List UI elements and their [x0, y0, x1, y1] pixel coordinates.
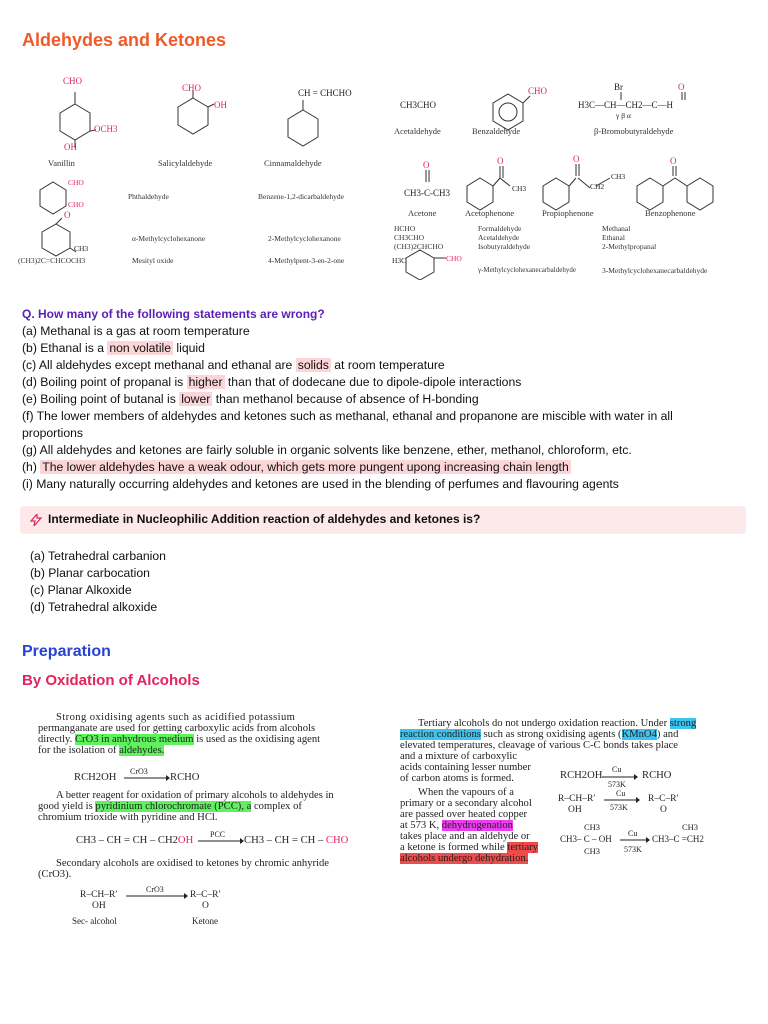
rx3-arrow-icon [620, 837, 650, 843]
left-line-5: A better reagent for oxidation of primary alcohols to aldehydes in [56, 790, 334, 801]
right-line-10 [400, 820, 513, 831]
rx3-ch3-bottom: CH3 [584, 846, 601, 856]
highlight-strong: strong [669, 718, 697, 729]
left-line-3 [38, 734, 320, 745]
right-line-11: takes place and an aldehyde or [400, 831, 530, 842]
rxn2-product: CH3 – CH = CH – CHO [244, 835, 349, 846]
phthal-cho-1: CHO [68, 178, 84, 187]
rx2-temp: 573K [610, 803, 628, 812]
highlight-solids: solids [297, 358, 329, 372]
right-line-9: are passed over heated copper [400, 809, 528, 820]
left-line-6-text: good yield is [38, 801, 96, 812]
formula-ch3cho: CH3CHO [394, 233, 425, 242]
salicyl-cho: CHO [182, 83, 202, 93]
right-line-2-end: ) and [656, 729, 679, 740]
statement-b [22, 340, 673, 357]
methylcyclohexanone-ring [42, 224, 70, 256]
left-line-2: permanganate are used for getting carboxylic acids from alcohols [38, 723, 316, 734]
right-line-8: primary or a secondary alcohol [400, 798, 532, 809]
right-line-7: When the vapours of a [418, 787, 514, 798]
right-line-2 [400, 729, 678, 740]
left-line-8: Secondary alcohols are oxidised to ketones by chromic anhyride [56, 858, 330, 869]
highlight-aldehydes: aldehydes. [119, 745, 165, 756]
statement-e [22, 391, 673, 408]
right-line-13 [400, 853, 528, 864]
rxn2-reactant: CH3 – CH = CH – CH2OH [76, 835, 194, 846]
right-line-1 [418, 718, 696, 729]
right-line-12 [400, 842, 538, 853]
label-sec-alcohol: Sec- alcohol [72, 916, 117, 926]
rxn3-reagent: CrO3 [146, 885, 164, 894]
caption-methylcyclo-carb: 3-Methylcyclohexanecarbaldehyde [602, 266, 708, 275]
highlight-higher: higher [188, 375, 223, 389]
caption-bromobutyr: β-Bromobutyraldehyde [594, 126, 674, 136]
acetophenone-o: O [497, 156, 504, 166]
rx2-o: O [660, 805, 667, 815]
caption-mesityl: Mesityl oxide [132, 256, 174, 265]
caption-vanillin: Vanillin [48, 158, 75, 168]
caption-benzophenone: Benzophenone [645, 208, 696, 218]
salicylaldehyde-ring [178, 98, 208, 134]
right-line-1-text: Tertiary alcohols do not undergo oxidation reaction. Under [418, 718, 670, 729]
statement-f-cont: proportions [22, 426, 83, 440]
vanillin-och3: OCH3 [94, 124, 118, 134]
benzaldehyde-ring [493, 94, 523, 130]
rxn1-reactant: RCH2OH [74, 772, 117, 783]
section-oxidation: By Oxidation of Alcohols [22, 672, 200, 689]
statement-c [22, 357, 673, 374]
highlight-dehydrogenation: dehydrogenation [441, 820, 513, 831]
right-line-12-text: a ketone is formed while [400, 842, 508, 853]
statement-c-text: (c) All aldehydes except methanal and ethanal are [22, 358, 296, 372]
vanillin-ring [60, 104, 90, 140]
phthalaldehyde-ring [40, 182, 66, 214]
cyclo-cho: CHO [446, 254, 462, 263]
rxn1-product: RCHO [170, 772, 200, 783]
statement-a: (a) Methanal is a gas at room temperature [22, 324, 250, 338]
right-line-4: and a mixture of carboxylic [400, 751, 518, 762]
cinnam-chain: CH = CHCHO [298, 88, 352, 98]
rx2-reactant: R–CH–R′ [558, 794, 596, 804]
label-ketone: Ketone [192, 916, 218, 926]
mcq-option-c[interactable]: (c) Planar Alkoxide [30, 583, 132, 597]
name-formaldehyde: Formaldehyde [478, 224, 522, 233]
left-line-7: chromium trioxide with pyridine and HCl. [38, 812, 218, 823]
vanillin-cho: CHO [63, 76, 83, 86]
statement-c-end: at room temperature [330, 358, 445, 372]
rx1-catalyst: Cu [612, 765, 622, 774]
rxn2-arrow-icon [198, 838, 244, 844]
highlight-dehydration: alcohols undergo dehydration. [400, 853, 529, 864]
name-methylpropanal: 2-Methylpropanal [602, 242, 657, 251]
salicyl-oh: OH [214, 100, 227, 110]
highlight-pcc: pyridinium chlorochromate (PCC), a [95, 801, 252, 812]
benzophenone-ring-1 [637, 178, 663, 210]
bromo-br: Br [614, 82, 623, 92]
highlight-lower: lower [181, 392, 211, 406]
name-methanal: Methanal [602, 224, 631, 233]
rx1-temp: 573K [608, 780, 626, 789]
bromo-chain: H3C—CH—CH2—C—H [578, 100, 674, 110]
right-line-10-text: at 573 K, [400, 820, 442, 831]
left-line-1: Strong oxidising agents such as acidified potassium [56, 712, 296, 723]
propiophenone-ch2: CH2 [590, 182, 605, 191]
rx3-product: CH3–C =CH2 [652, 834, 704, 844]
statement-d [22, 374, 673, 391]
caption-cinnamaldehyde: Cinnamaldehyde [264, 158, 322, 168]
structures-figure [18, 74, 746, 280]
statement-d-end: than that of dodecane due to dipole-dipole interactions [224, 375, 522, 389]
left-line-3-end: is used as the oxidising agent [193, 734, 321, 745]
rxn1-reagent: CrO3 [130, 767, 148, 776]
acetophenone-ch3: CH3 [512, 184, 527, 193]
common-formulas [394, 224, 443, 251]
left-line-9: (CrO3). [38, 869, 72, 880]
rxn3-oh: OH [92, 901, 106, 911]
right-line-6: of carbon atoms is formed. [400, 773, 514, 784]
section-preparation: Preparation [22, 643, 111, 660]
right-line-5: acids containing lesser number [400, 762, 531, 773]
highlight-kmno4: KMnO4 [621, 729, 657, 740]
statement-list [22, 323, 673, 493]
caption-acetophenone: Acetophenone [465, 208, 515, 218]
statement-g: (g) All aldehydes and ketones are fairly soluble in organic solvents like benzene, ether, methanol, chloroform, etc. [22, 443, 632, 457]
vanillin-oh: OH [64, 142, 77, 152]
rxn3-product: R–C–R′ [190, 890, 221, 900]
statement-h [22, 459, 673, 476]
right-line-3: elevated temperatures, cleavage of various C-C bonds takes place [400, 740, 678, 751]
caption-salicylaldehyde: Salicylaldehyde [158, 158, 213, 168]
benzaldehyde-cho: CHO [528, 86, 548, 96]
rxn3-arrow-icon [126, 893, 188, 899]
caption-gamma-methyl: γ-Methylcyclohexanecarbaldehyde [478, 266, 576, 274]
highlight-odour: The lower aldehydes have a weak odour, which gets more pungent upong increasing chain length [42, 460, 569, 474]
caption-acetone: Acetone [408, 208, 437, 218]
rx3-temp: 573K [624, 845, 642, 854]
left-line-3-text: directly. [38, 734, 75, 745]
caption-methylcyclo-2: 2-Methylcyclohexanone [268, 234, 341, 243]
left-line-4-text: for the isolation of [38, 745, 120, 756]
right-line-2-text: such as strong oxidising agents ( [480, 729, 622, 740]
left-line-6 [38, 801, 302, 812]
highlight-cro3: CrO3 in anhydrous medium [74, 734, 194, 745]
rxn3-reactant: R–CH–R′ [80, 890, 118, 900]
mcq-question-box [20, 506, 746, 534]
phthal-cho-2: CHO [68, 200, 84, 209]
left-line-6-end: complex of [251, 801, 302, 812]
name-ethanal: Ethanal [602, 233, 625, 242]
cinnamaldehyde-ring [288, 110, 318, 146]
name-isobutyraldehyde: Isobutyraldehyde [478, 242, 531, 251]
highlight-tertiary: tertiary [507, 842, 538, 853]
page-title: Aldehydes and Ketones [22, 30, 227, 50]
statement-d-text: (d) Boiling point of propanal is [22, 375, 187, 389]
rxn1-arrow-icon [124, 775, 170, 781]
caption-benzaldehyde: Benzaldehyde [472, 126, 521, 136]
rx3-catalyst: Cu [628, 829, 638, 838]
statement-i: (i) Many naturally occurring aldehydes and ketones are used in the blending of perfumes and flavouring agents [22, 477, 619, 491]
statement-b-text: (b) Ethanal is a [22, 341, 108, 355]
rx2-product: R–C–R′ [648, 794, 679, 804]
acetaldehyde-formula: CH3CHO [400, 100, 437, 110]
benzophenone-o: O [670, 156, 677, 166]
mcq-option-d[interactable]: (d) Tetrahedral alkoxide [30, 600, 158, 614]
question-title: Q. How many of the following statements are wrong? [22, 307, 325, 321]
caption-benzene-dicarb: Benzene-1,2-dicarbaldehyde [258, 192, 344, 201]
name-acetaldehyde: Acetaldehyde [478, 233, 520, 242]
rx2-oh: OH [568, 805, 582, 815]
caption-methylcyclo-alpha: α-Methylcyclohexanone [132, 234, 206, 243]
acetone-formula: CH3-C-CH3 [404, 188, 451, 198]
cyclohexanecarbaldehyde-ring [406, 250, 434, 280]
methylcyclo-ch3: CH3 [74, 244, 89, 253]
lightning-icon [30, 514, 42, 526]
cyclo-h3c: H3C [392, 256, 407, 265]
statement-b-end: liquid [173, 341, 205, 355]
copper-reactions [556, 764, 756, 874]
methylcyclo-o: O [64, 210, 71, 220]
highlight-reaction-conditions: reaction conditions [400, 729, 481, 740]
bromo-o: O [678, 82, 685, 92]
benzophenone-ring-2 [687, 178, 713, 210]
formula-hcho: HCHO [394, 224, 416, 233]
statement-h-text: (h) [22, 460, 41, 474]
rxn3-o: O [202, 901, 209, 911]
propiophenone-ch3: CH3 [611, 172, 626, 181]
rx3-reactant: CH3– C – OH [560, 834, 612, 844]
propiophenone-o: O [573, 154, 580, 164]
rx3-ch3-top: CH3 [584, 822, 601, 832]
mcq-question: Intermediate in Nucleophilic Addition reaction of aldehydes and ketones is? [48, 512, 481, 526]
caption-phthalaldehyde: Phthaldehyde [128, 192, 169, 201]
highlight-non-volatile: non volatile [109, 341, 172, 355]
rx1-reactant: RCH2OH [560, 770, 603, 781]
caption-methylpent: 4-Methylpent-3-en-2-one [268, 256, 345, 265]
mcq-option-b[interactable]: (b) Planar carbocation [30, 566, 150, 580]
caption-propiophenone: Propiophenone [542, 208, 594, 218]
left-column [38, 712, 378, 934]
propiophenone-ring [543, 178, 569, 210]
rx1-product: RCHO [642, 770, 672, 781]
bromo-greek: γ β α [616, 111, 631, 120]
mcq-option-a[interactable]: (a) Tetrahedral carbanion [30, 549, 166, 563]
statement-e-end: than methanol because of absence of H-bonding [212, 392, 479, 406]
iupac-names [602, 224, 656, 251]
left-line-4 [38, 745, 164, 756]
caption-acetaldehyde: Acetaldehyde [394, 126, 441, 136]
acetone-o: O [423, 160, 430, 170]
acetophenone-ring [467, 178, 493, 210]
rx3-product-ch3: CH3 [682, 822, 699, 832]
rx2-catalyst: Cu [616, 789, 626, 798]
caption-mesityl-formula: (CH3)2C=CHCOCH3 [18, 256, 86, 265]
statement-f: (f) The lower members of aldehydes and ketones such as methanal, ethanal and propanone are miscible with water in all [22, 409, 673, 423]
common-names [478, 224, 530, 251]
formula-isobutyr: (CH3)2CHCHO [394, 242, 444, 251]
statement-e-text: (e) Boiling point of butanal is [22, 392, 180, 406]
rxn2-reagent: PCC [210, 830, 226, 839]
